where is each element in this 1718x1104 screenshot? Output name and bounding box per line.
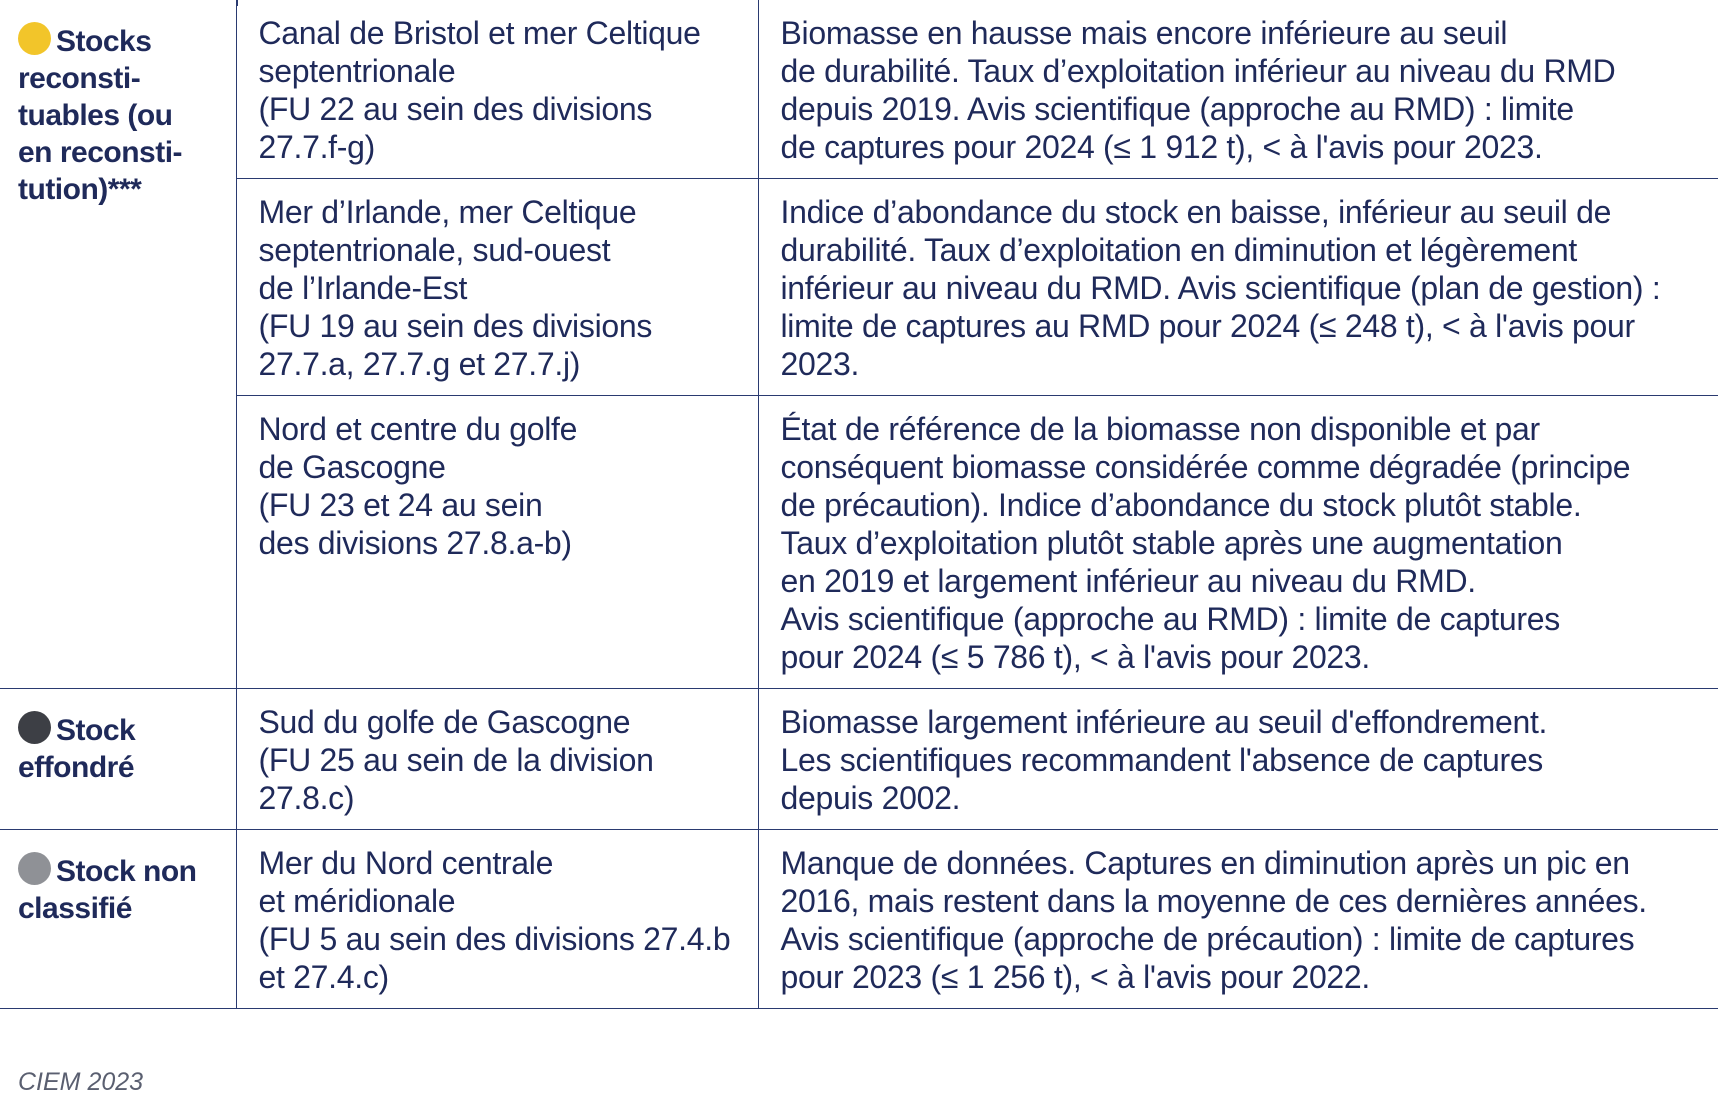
area-line: Mer d’Irlande, mer Celtique [258,194,637,230]
dark-gray-dot-icon [18,711,51,744]
assessment-line: pour 2023 (≤ 1 256 t), < à l'avis pour 2022. [780,959,1371,995]
table-row [0,396,1718,689]
assessment-line: de précaution). Indice d’abondance du stock plutôt stable. [780,487,1582,523]
assessment-line: Avis scientifique (approche de précaution) : limite de captures [780,921,1635,957]
area-line: 27.8.c) [258,780,355,816]
assessment-line: inférieur au niveau du RMD. Avis scientifique (plan de gestion) : [780,270,1661,306]
area-cell [236,830,758,1009]
table-row [0,830,1718,1009]
assessment-cell [758,179,1718,396]
assessment-line: Les scientifiques recommandent l'absence de captures [780,742,1544,778]
area-line: Nord et centre du golfe [258,411,578,447]
area-line: et méridionale [258,883,456,919]
assessment-line: État de référence de la biomasse non disponible et par [780,411,1540,447]
area-cell [236,689,758,830]
assessment-line: en 2019 et largement inférieur au niveau du RMD. [780,563,1476,599]
status-label-line: effondré [18,751,134,784]
assessment-line: depuis 2002. [780,780,961,816]
status-label-line: Stock [56,714,136,747]
status-label-line: Stock non [56,855,197,888]
area-line: septentrionale, sud-ouest [258,232,611,268]
status-label-line: tuables (ou [18,99,173,132]
assessment-cell [758,0,1718,179]
assessment-line: de durabilité. Taux d’exploitation inférieur au niveau du RMD [780,53,1616,89]
assessment-line: Manque de données. Captures en diminution après un pic en [780,845,1630,881]
assessment-line: 2016, mais restent dans la moyenne de ces dernières années. [780,883,1647,919]
assessment-line: Avis scientifique (approche au RMD) : limite de captures [780,601,1560,637]
area-line: de l’Irlande-Est [258,270,468,306]
yellow-dot-icon [18,22,51,55]
assessment-cell [758,689,1718,830]
area-line: 27.7.a, 27.7.g et 27.7.j) [258,346,581,382]
area-cell [236,179,758,396]
area-line: Mer du Nord centrale [258,845,554,881]
status-cell-unclassified [0,830,236,1009]
area-cell [236,0,758,179]
table-row [0,689,1718,830]
area-line: Sud du golfe de Gascogne [258,704,631,740]
assessment-line: Taux d’exploitation plutôt stable après une augmentation [780,525,1563,561]
area-line: (FU 19 au sein des divisions [258,308,653,344]
gray-dot-icon [18,852,51,885]
status-label-line: en reconsti- [18,136,183,169]
assessment-cell [758,830,1718,1009]
assessment-line: depuis 2019. Avis scientifique (approche au RMD) : limite [780,91,1574,127]
assessment-line: Biomasse en hausse mais encore inférieure au seuil [780,15,1508,51]
assessment-line: limite de captures au RMD pour 2024 (≤ 248 t), < à l'avis pour [780,308,1635,344]
area-cell [236,396,758,689]
assessment-line: pour 2024 (≤ 5 786 t), < à l'avis pour 2023. [780,639,1371,675]
table-row [0,179,1718,396]
assessment-line: Indice d’abondance du stock en baisse, inférieur au seuil de [780,194,1612,230]
status-cell-rebuilding [0,0,236,689]
assessment-line: 2023. [780,346,860,382]
area-line: 27.7.f-g) [258,129,375,165]
source-note: CIEM 2023 [18,1068,144,1096]
assessment-line: de captures pour 2024 (≤ 1 912 t), < à l'avis pour 2023. [780,129,1543,165]
area-line: (FU 25 au sein de la division [258,742,654,778]
area-line: (FU 22 au sein des divisions [258,91,653,127]
area-line: Canal de Bristol et mer Celtique [258,15,701,51]
status-cell-collapsed [0,689,236,830]
table-row [0,0,1718,179]
assessment-line: conséquent biomasse considérée comme dégradée (principe [780,449,1631,485]
area-line: (FU 5 au sein des divisions 27.4.b [258,921,731,957]
assessment-line: Biomasse largement inférieure au seuil d'effondrement. [780,704,1548,740]
area-line: septentrionale [258,53,456,89]
status-label-line: tution)*** [18,173,142,206]
assessment-cell [758,396,1718,689]
assessment-line: durabilité. Taux d’exploitation en diminution et légèrement [780,232,1577,268]
status-label-line: Stocks [56,25,152,58]
area-line: de Gascogne [258,449,446,485]
status-label-line: reconsti- [18,62,141,95]
area-line: (FU 23 et 24 au sein [258,487,543,523]
area-line: des divisions 27.8.a-b) [258,525,572,561]
status-label-line: classifié [18,892,132,925]
area-line: et 27.4.c) [258,959,389,995]
